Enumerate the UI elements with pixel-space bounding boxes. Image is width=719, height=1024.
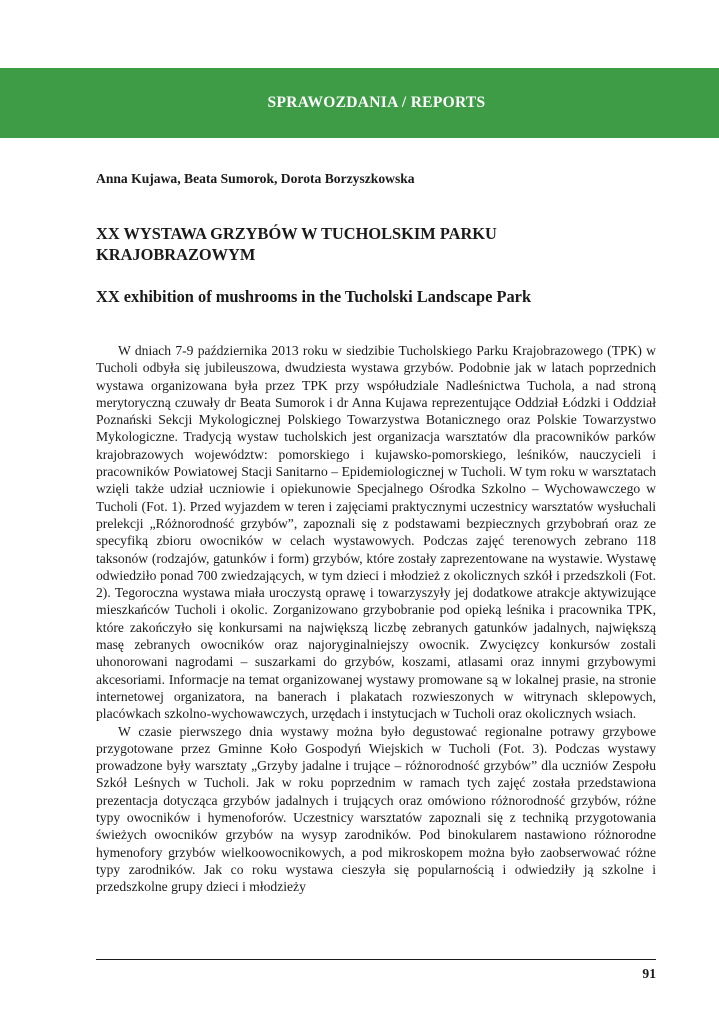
section-label: SPRAWOZDANIA / REPORTS	[267, 94, 486, 111]
body-paragraph: W dniach 7-9 października 2013 roku w siedzibie Tucholskiego Parku Krajobrazowego (TPK) w Tucholi odbyła się jubileuszowa, dwudziesta wystawa grzybów. Podobnie jak w latach poprzednich wystawa organizowana była przez TPK przy współudziale Nadleśnictwa Tuchola, a nad stroną merytoryczną czuwały dr Beata Sumorok i dr Anna Kujawa reprezentujące Oddział Łódzki i Oddział Poznański Sekcji Mykologicznej Polskiego Towarzystwa Botanicznego oraz Polskie Towarzystwo Mykologiczne. Tradycją wystaw tucholskich jest organizacja warsztatów dla pracowników parków krajobrazowych województw: pomorskiego i kujawsko-pomorskiego, leśników, nauczycieli i pracowników Powiatowej Stacji Sanitarno – Epidemiologicznej w Tucholi. W tym roku w warsztatach wzięli także udział uczniowie i opiekunowie Specjalnego Ośrodka Szkolno – Wychowawczego w Tucholi (Fot. 1). Przed wyjazdem w teren i zajęciami praktycznymi uczestnicy warsztatów wysłuchali prelekcji „Różnorodność grzybów”, zapoznali się z podstawami bezpiecznych grzybobrań oraz ze specyfiką zbioru owocników w celach wystawowych. Podczas zajęć terenowych zebrano 118 taksonów (rodzajów, gatunków i form) grzybów, które zostały zaprezentowane na wystawie. Wystawę odwiedziło ponad 700 zwiedzających, w tym dzieci i młodzież z okolicznych szkół i przedszkoli (Fot. 2). Tegoroczna wystawa miała uroczystą oprawę i towarzyszyły jej dodatkowe atrakcje aktywizujące mieszkańców Tucholi i okolic. Zorganizowano grzybobranie pod opieką leśnika i pracownika TPK, które zakończyło się konkursami na największą liczbę zebranych gatunków jadalnych, największą masę zebranych owocników oraz najoryginalniejszy owocnik. Zwycięzcy konkursów zostali uhonorowani nagrodami – suszarkami do grzybów, koszami, atlasami oraz innymi grzybowymi akcesoriami. Informacje na temat organizowanej wystawy promowane są w lokalnej prasie, na stronie internetowej organizatora, na banerach i plakatach rozwieszonych w witrynach sklepowych, placówkach szkolno-wychowawczych, urzędach i instytucjach w Tucholi oraz okolicznych wsiach.	[96, 343, 656, 722]
body-paragraph: W czasie pierwszego dnia wystawy można było degustować regionalne potrawy grzybowe przygotowane przez Gminne Koło Gospodyń Wiejskich w Tucholi (Fot. 3). Podczas wystawy prowadzone były warsztaty „Grzyby jadalne i trujące – różnorodność grzybów” dla uczniów Zespołu Szkół Leśnych w Tucholi. Jak w roku poprzednim w ramach tych zajęć została przedstawiona prezentacja dotycząca grzybów jadalnych i trujących oraz omówiono różnorodność grzybów, różne typy owocników i hymenoforów. Uczestnicy warsztatów zapoznali się z techniką przygotowania świeżych owocników grzybów na wysyp zarodników. Pod binokularem nastawiono różnorodne hymenofory grzybów wielkoowocnikowych, a pod mikroskopem można było zaobserwować różne typy zarodników. Jak co roku wystawa cieszyła się popularnością i odwiedziły ją szkolne i przedszkolne grupy dzieci i młodzieży	[96, 723, 656, 895]
page-number: 91	[642, 966, 656, 981]
article-title-polish: XX WYSTAWA GRZYBÓW W TUCHOLSKIM PARKU KRAJOBRAZOWYM	[96, 224, 497, 264]
footer-rule	[96, 959, 656, 960]
article-title-english: XX exhibition of mushrooms in the Tucholski Landscape Park	[96, 287, 532, 306]
article-body	[96, 342, 656, 896]
article-authors: Anna Kujawa, Beata Sumorok, Dorota Borzyszkowska	[96, 171, 415, 186]
section-banner	[0, 68, 719, 138]
